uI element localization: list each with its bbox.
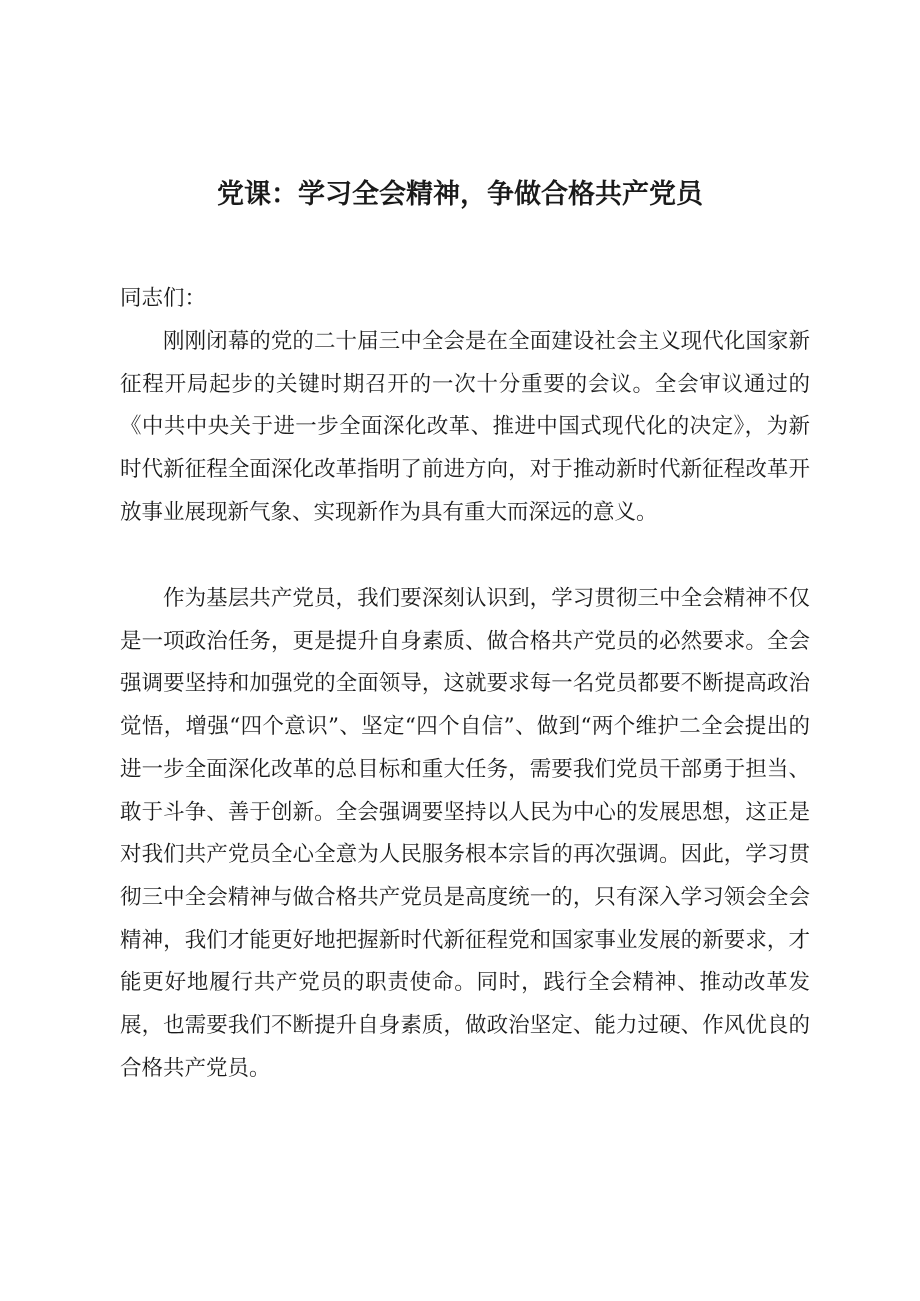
paragraph-1	[120, 321, 810, 535]
paragraph-2	[120, 578, 810, 1090]
salutation-text: 同志们：	[120, 286, 207, 311]
paragraph-2-text: 作为基层共产党员，我们要深刻认识到，学习贯彻三中全会精神不仅是一项政治任务，更是提升自身素质、做合格共产党员的必然要求。全会强调要坚持和加强党的全面领导，这就要求每一名党员都要不断提高政治觉悟，增强“四个意识”、坚定“四个自信”、做到“两个维护二全会提出的进一步全面深化改革的总目标和重大任务，需要我们党员干部勇于担当、敢于斗争、善于创新。全会强调要坚持以人民为中心的发展思想，这正是对我们共产党员全心全意为人民服务根本宗旨的再次强调。因此，学习贯彻三中全会精神与做合格共产党员是高度统一的，只有深入学习领会全会精神，我们才能更好地把握新时代新征程党和国家事业发展的新要求，才能更好地履行共产党员的职责使命。同时，践行全会精神、推动改革发展，也需要我们不断提升自身素质，做政治坚定、能力过硬、作风优良的合格共产党员。	[120, 586, 810, 1081]
paragraph-1-text: 刚刚闭幕的党的二十届三中全会是在全面建设社会主义现代化国家新征程开局起步的关键时期召开的一次十分重要的会议。全会审议通过的《中共中央关于进一步全面深化改革、推进中国式现代化的决定》，为新时代新征程全面深化改革指明了前进方向，对于推动新时代新征程改革开放事业展现新气象、实现新作为具有重大而深远的意义。	[120, 329, 810, 525]
document-title: 党课：学习全会精神，争做合格共产党员	[217, 179, 703, 210]
salutation	[120, 278, 810, 321]
